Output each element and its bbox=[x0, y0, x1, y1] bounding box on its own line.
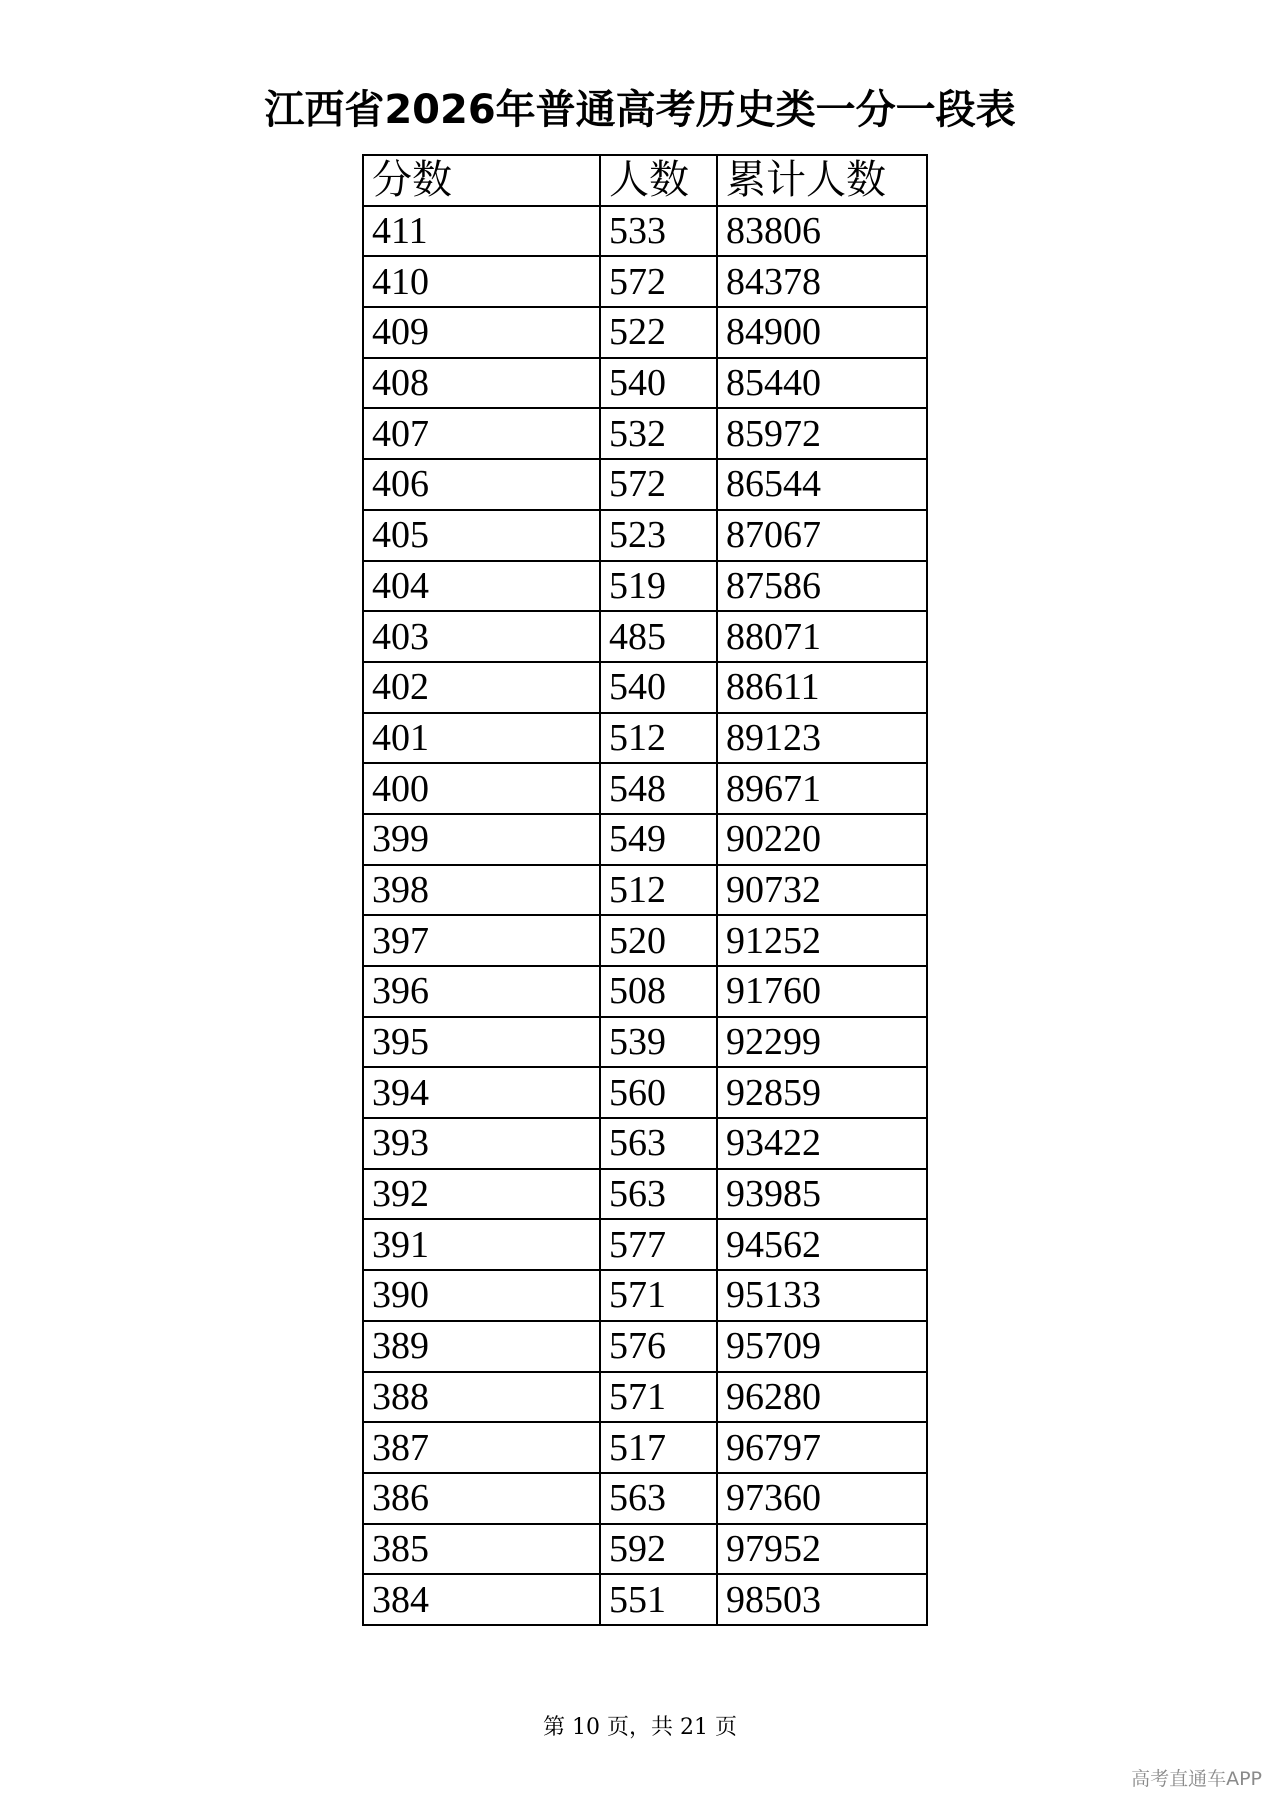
cell-cumulative-count: 95133 bbox=[717, 1270, 927, 1321]
cell-cumulative-count: 88071 bbox=[717, 611, 927, 662]
table-row bbox=[363, 915, 927, 966]
table-row bbox=[363, 206, 927, 257]
cell-score: 410 bbox=[363, 256, 600, 307]
cell-score: 398 bbox=[363, 865, 600, 916]
table-row bbox=[363, 358, 927, 409]
cell-cumulative-count: 83806 bbox=[717, 206, 927, 257]
cell-cumulative-count: 87067 bbox=[717, 510, 927, 561]
cell-count: 508 bbox=[600, 966, 717, 1017]
table-row bbox=[363, 1524, 927, 1575]
cell-cumulative-count: 93422 bbox=[717, 1118, 927, 1169]
cell-count: 563 bbox=[600, 1118, 717, 1169]
header-cumulative-count: 累计人数 bbox=[717, 155, 927, 206]
cell-cumulative-count: 90732 bbox=[717, 865, 927, 916]
cell-cumulative-count: 94562 bbox=[717, 1219, 927, 1270]
cell-count: 592 bbox=[600, 1524, 717, 1575]
table-row bbox=[363, 561, 927, 612]
app-watermark: 高考直通车APP bbox=[1131, 1768, 1262, 1790]
header-score: 分数 bbox=[363, 155, 600, 206]
cell-score: 409 bbox=[363, 307, 600, 358]
page-title: 江西省2026年普通高考历史类一分一段表 bbox=[264, 87, 1016, 133]
cell-score: 401 bbox=[363, 713, 600, 764]
cell-score: 406 bbox=[363, 459, 600, 510]
cell-cumulative-count: 92299 bbox=[717, 1017, 927, 1068]
cell-score: 391 bbox=[363, 1219, 600, 1270]
cell-count: 551 bbox=[600, 1574, 717, 1625]
cell-cumulative-count: 85440 bbox=[717, 358, 927, 409]
cell-count: 548 bbox=[600, 763, 717, 814]
cell-count: 540 bbox=[600, 662, 717, 713]
cell-cumulative-count: 84900 bbox=[717, 307, 927, 358]
cell-cumulative-count: 95709 bbox=[717, 1321, 927, 1372]
cell-count: 571 bbox=[600, 1270, 717, 1321]
cell-cumulative-count: 93985 bbox=[717, 1169, 927, 1220]
table-row bbox=[363, 1118, 927, 1169]
table-row bbox=[363, 1422, 927, 1473]
cell-cumulative-count: 97952 bbox=[717, 1524, 927, 1575]
cell-cumulative-count: 84378 bbox=[717, 256, 927, 307]
cell-score: 392 bbox=[363, 1169, 600, 1220]
cell-count: 540 bbox=[600, 358, 717, 409]
cell-count: 485 bbox=[600, 611, 717, 662]
table-row bbox=[363, 1169, 927, 1220]
cell-count: 532 bbox=[600, 408, 717, 459]
page-number: 第 10 页，共 21 页 bbox=[543, 1715, 737, 1740]
cell-count: 533 bbox=[600, 206, 717, 257]
cell-count: 560 bbox=[600, 1067, 717, 1118]
cell-cumulative-count: 91760 bbox=[717, 966, 927, 1017]
cell-score: 405 bbox=[363, 510, 600, 561]
cell-score: 384 bbox=[363, 1574, 600, 1625]
table-row bbox=[363, 1017, 927, 1068]
cell-count: 563 bbox=[600, 1473, 717, 1524]
cell-score: 388 bbox=[363, 1372, 600, 1423]
cell-cumulative-count: 90220 bbox=[717, 814, 927, 865]
table-row bbox=[363, 408, 927, 459]
cell-score: 394 bbox=[363, 1067, 600, 1118]
cell-score: 407 bbox=[363, 408, 600, 459]
cell-count: 520 bbox=[600, 915, 717, 966]
table-row bbox=[363, 814, 927, 865]
cell-score: 397 bbox=[363, 915, 600, 966]
cell-score: 403 bbox=[363, 611, 600, 662]
table-row bbox=[363, 1372, 927, 1423]
cell-cumulative-count: 96280 bbox=[717, 1372, 927, 1423]
cell-score: 396 bbox=[363, 966, 600, 1017]
cell-score: 387 bbox=[363, 1422, 600, 1473]
cell-score: 404 bbox=[363, 561, 600, 612]
cell-score: 390 bbox=[363, 1270, 600, 1321]
cell-count: 572 bbox=[600, 459, 717, 510]
table-body bbox=[363, 206, 927, 1625]
cell-cumulative-count: 97360 bbox=[717, 1473, 927, 1524]
cell-score: 411 bbox=[363, 206, 600, 257]
cell-score: 389 bbox=[363, 1321, 600, 1372]
cell-count: 512 bbox=[600, 713, 717, 764]
cell-cumulative-count: 88611 bbox=[717, 662, 927, 713]
cell-cumulative-count: 85972 bbox=[717, 408, 927, 459]
cell-cumulative-count: 89123 bbox=[717, 713, 927, 764]
table-row bbox=[363, 662, 927, 713]
cell-cumulative-count: 92859 bbox=[717, 1067, 927, 1118]
cell-count: 539 bbox=[600, 1017, 717, 1068]
cell-count: 571 bbox=[600, 1372, 717, 1423]
cell-score: 393 bbox=[363, 1118, 600, 1169]
cell-score: 400 bbox=[363, 763, 600, 814]
cell-score: 408 bbox=[363, 358, 600, 409]
cell-count: 517 bbox=[600, 1422, 717, 1473]
table-row bbox=[363, 1067, 927, 1118]
table-row bbox=[363, 1574, 927, 1625]
cell-score: 385 bbox=[363, 1524, 600, 1575]
cell-count: 576 bbox=[600, 1321, 717, 1372]
table-header-row bbox=[363, 155, 927, 206]
header-count: 人数 bbox=[600, 155, 717, 206]
cell-cumulative-count: 96797 bbox=[717, 1422, 927, 1473]
cell-count: 512 bbox=[600, 865, 717, 916]
cell-count: 549 bbox=[600, 814, 717, 865]
cell-cumulative-count: 91252 bbox=[717, 915, 927, 966]
cell-cumulative-count: 98503 bbox=[717, 1574, 927, 1625]
table-row bbox=[363, 611, 927, 662]
cell-cumulative-count: 87586 bbox=[717, 561, 927, 612]
cell-score: 395 bbox=[363, 1017, 600, 1068]
table-row bbox=[363, 966, 927, 1017]
cell-score: 402 bbox=[363, 662, 600, 713]
cell-count: 519 bbox=[600, 561, 717, 612]
table-row bbox=[363, 307, 927, 358]
cell-count: 577 bbox=[600, 1219, 717, 1270]
cell-cumulative-count: 89671 bbox=[717, 763, 927, 814]
cell-count: 523 bbox=[600, 510, 717, 561]
table-row bbox=[363, 1219, 927, 1270]
score-distribution-table bbox=[362, 154, 928, 1626]
table-row bbox=[363, 865, 927, 916]
cell-count: 572 bbox=[600, 256, 717, 307]
cell-score: 399 bbox=[363, 814, 600, 865]
table-row bbox=[363, 459, 927, 510]
cell-count: 563 bbox=[600, 1169, 717, 1220]
table-row bbox=[363, 256, 927, 307]
cell-cumulative-count: 86544 bbox=[717, 459, 927, 510]
cell-score: 386 bbox=[363, 1473, 600, 1524]
table-row bbox=[363, 510, 927, 561]
table-row bbox=[363, 713, 927, 764]
table-row bbox=[363, 1321, 927, 1372]
cell-count: 522 bbox=[600, 307, 717, 358]
table-row bbox=[363, 1270, 927, 1321]
table-row bbox=[363, 763, 927, 814]
table-row bbox=[363, 1473, 927, 1524]
